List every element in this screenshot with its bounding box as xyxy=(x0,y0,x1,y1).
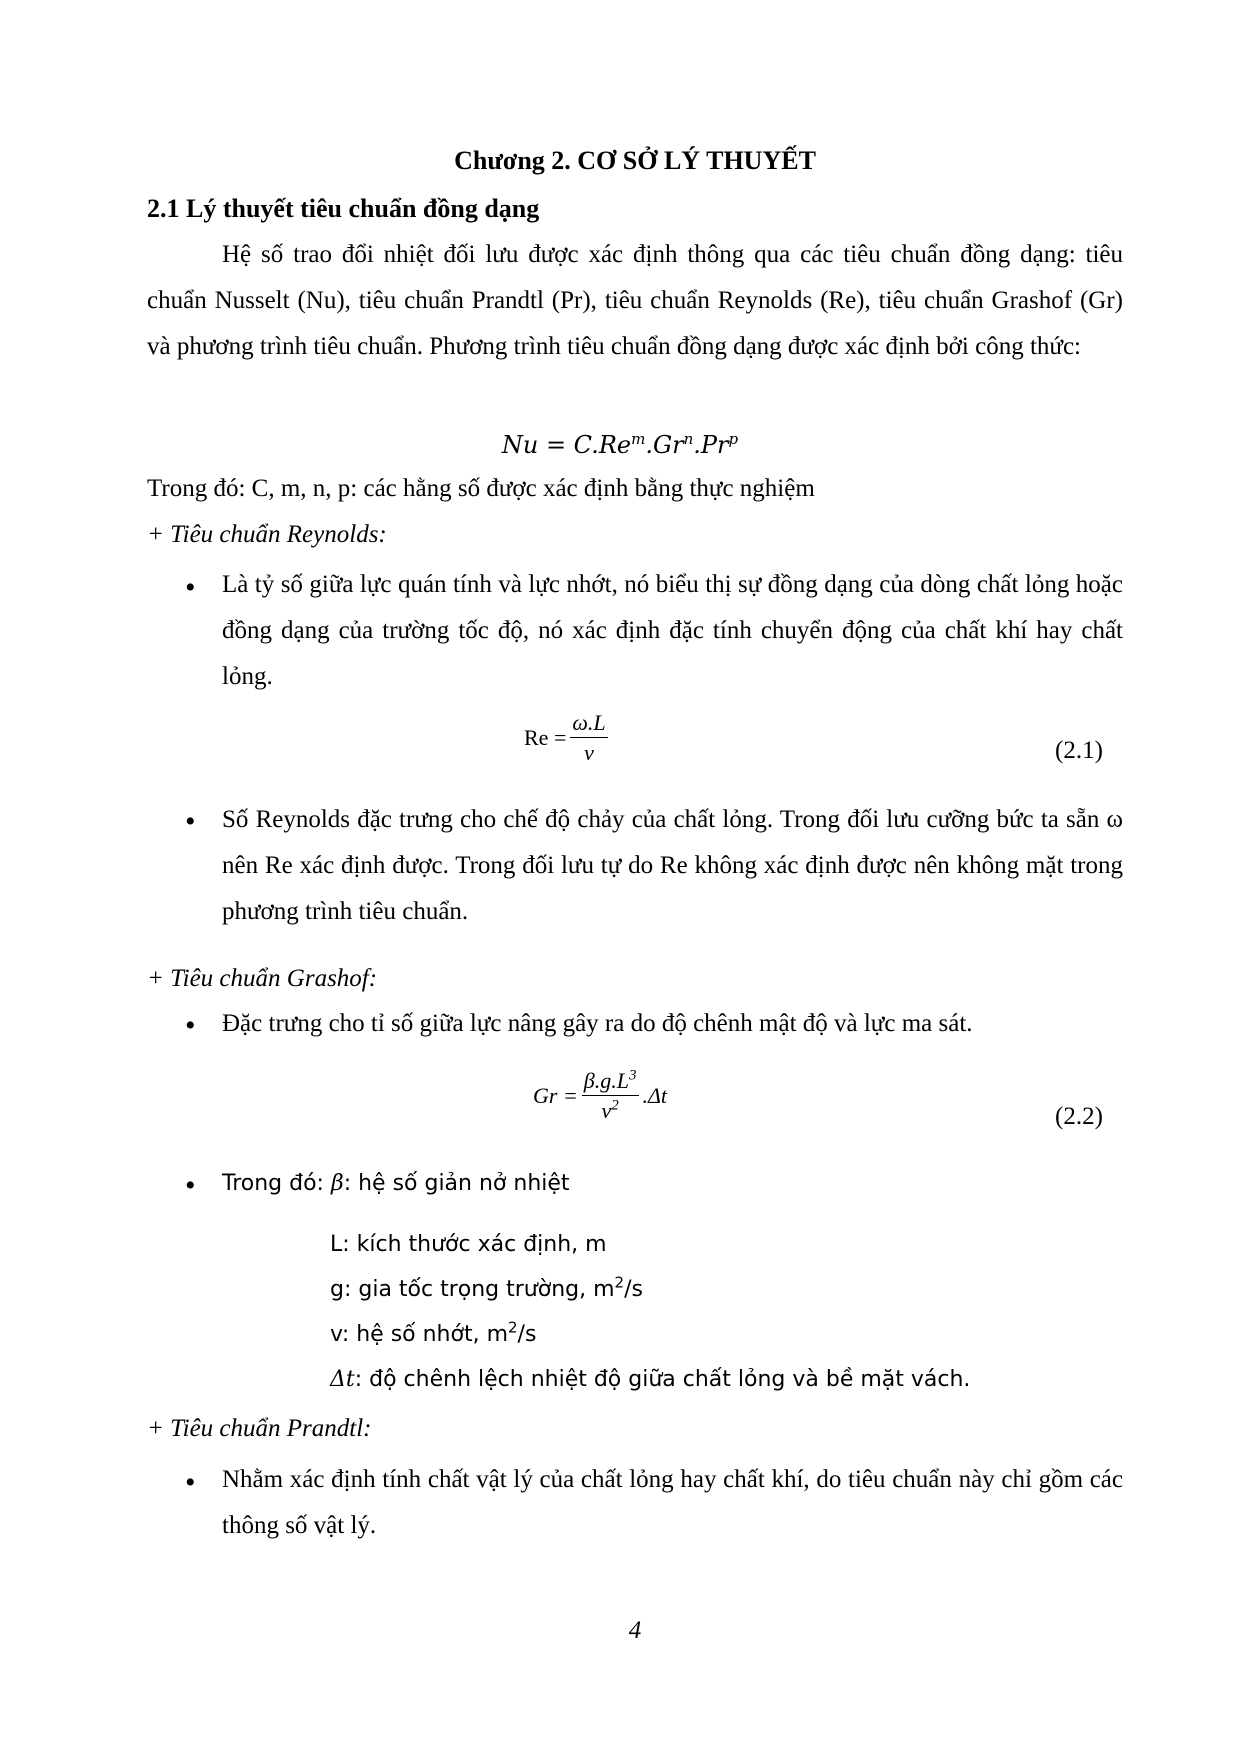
grashof-eq-tail: .Δt xyxy=(642,1083,668,1108)
grashof-eq-num-text: β.g.L xyxy=(583,1068,629,1093)
definition-L: L: kích thước xác định, m xyxy=(330,1232,607,1257)
main-equation-mid1: .Gr xyxy=(645,431,684,459)
bullet-icon xyxy=(185,1020,197,1032)
definition-v-text: v: hệ số nhớt, m xyxy=(330,1322,508,1347)
reynolds-bullet-2: Số Reynolds đặc trưng cho chế độ chảy của chất lỏng. Trong đối lưu cưỡng bức ta sẵn ω nên Re xác định được. Trong đối lưu tự do Re không xác định được nên không mặt trong phương trình tiêu chuẩn. xyxy=(222,806,1123,925)
grashof-equation xyxy=(533,1067,668,1123)
definition-v-unit: /s xyxy=(517,1322,537,1347)
reynolds-eq-denominator: ν xyxy=(584,740,594,765)
grashof-eq-num-exp: 3 xyxy=(629,1067,637,1084)
grashof-where-line xyxy=(222,1161,570,1207)
grashof-eq-lhs: Gr = xyxy=(533,1083,578,1108)
definition-v-exp: 2 xyxy=(508,1318,518,1337)
main-equation-exp-n: n xyxy=(683,430,694,448)
grashof-eq-fraction xyxy=(582,1067,639,1123)
definition-dt xyxy=(330,1357,970,1403)
main-equation xyxy=(0,422,1240,468)
delta-t-symbol: Δt xyxy=(330,1367,355,1392)
beta-symbol: β xyxy=(330,1171,344,1196)
definition-g-text: g: gia tốc trọng trường, m xyxy=(330,1277,615,1302)
bullet-icon xyxy=(185,816,197,828)
page-number: 4 xyxy=(628,1617,642,1644)
definition-g-exp: 2 xyxy=(614,1273,625,1292)
grashof-eq-den-exp: 2 xyxy=(611,1097,619,1114)
definition-g-unit: /s xyxy=(624,1277,643,1302)
grashof-eq-denominator xyxy=(602,1096,619,1122)
reynolds-eq-lhs: Re = xyxy=(524,725,567,750)
bullet-icon xyxy=(185,582,197,594)
reynolds-eq-numerator: ω.L xyxy=(570,712,607,738)
grashof-bullet-1: Đặc trưng cho tỉ số giữa lực nâng gây ra do độ chênh mật độ và lực ma sát. xyxy=(222,1010,973,1037)
main-equation-exp-p: p xyxy=(728,430,739,448)
main-equation-mid2: .Pr xyxy=(693,431,729,459)
equation-number-2-2: (2.2) xyxy=(1055,1103,1103,1130)
grashof-eq-numerator xyxy=(582,1067,639,1096)
bullet-icon xyxy=(185,1180,197,1192)
grashof-where-label: Trong đó: xyxy=(222,1171,331,1196)
chapter-title: Chương 2. CƠ SỞ LÝ THUYẾT xyxy=(454,146,816,175)
bullet-icon xyxy=(185,1477,197,1489)
intro-paragraph: Hệ số trao đổi nhiệt đối lưu được xác định thông qua các tiêu chuẩn đồng dạng: tiêu chuẩn Nusselt (Nu), tiêu chuẩn Prandtl (Pr), tiêu chuẩn Reynolds (Re), tiêu chuẩn Grashof (Gr) và phương trình tiêu chuẩn. Phương trình tiêu chuẩn đồng dạng được xác định bởi công thức: xyxy=(147,241,1123,360)
section-title: 2.1 Lý thuyết tiêu chuẩn đồng dạng xyxy=(147,194,540,223)
reynolds-equation xyxy=(524,712,612,764)
reynolds-bullet-1: Là tỷ số giữa lực quán tính và lực nhớt, nó biểu thị sự đồng dạng của dòng chất lỏng hoặc đồng dạng của trường tốc độ, nó xác định đặc tính chuyển động của chất khí hay chất lỏng. xyxy=(222,571,1123,690)
main-equation-exp-m: m xyxy=(631,430,646,448)
definition-v xyxy=(330,1312,536,1358)
reynolds-eq-fraction xyxy=(570,712,607,764)
equation-number-2-1: (2.1) xyxy=(1055,737,1103,764)
definition-g xyxy=(330,1267,643,1313)
grashof-where-text: : hệ số giản nở nhiệt xyxy=(343,1171,570,1196)
reynolds-heading: + Tiêu chuẩn Reynolds: xyxy=(147,521,387,548)
grashof-heading: + Tiêu chuẩn Grashof: xyxy=(147,965,378,992)
definition-dt-text: : độ chênh lệch nhiệt độ giữa chất lỏng và bề mặt vách. xyxy=(354,1367,971,1392)
constants-note: Trong đó: C, m, n, p: các hằng số được xác định bằng thực nghiệm xyxy=(147,475,815,502)
prandtl-heading: + Tiêu chuẩn Prandtl: xyxy=(147,1415,372,1442)
prandtl-bullet-1: Nhằm xác định tính chất vật lý của chất lỏng hay chất khí, do tiêu chuẩn này chỉ gồm các thông số vật lý. xyxy=(222,1466,1123,1539)
grashof-eq-den-text: ν xyxy=(601,1098,612,1123)
main-equation-lhs: Nu = C.Re xyxy=(501,431,632,459)
